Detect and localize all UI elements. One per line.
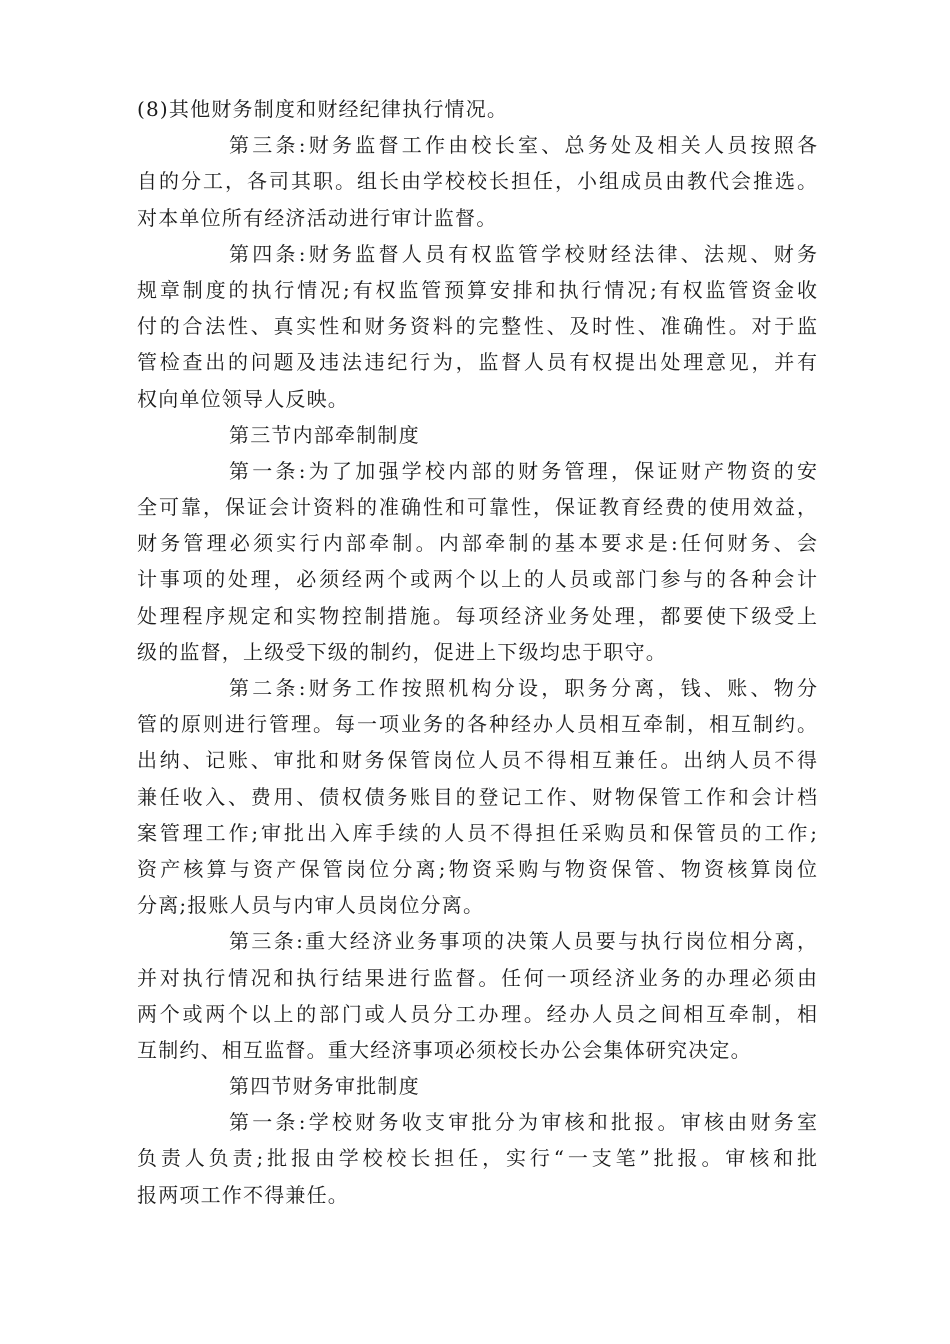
text-line: 财务管理必须实行内部牵制。内部牵制的基本要求是:任何财务、会 <box>137 531 817 556</box>
text-line: 并对执行情况和执行结果进行监督。任何一项经济业务的办理必须由 <box>137 965 817 990</box>
text-line: 规章制度的执行情况;有权监管预算安排和执行情况;有权监管资金收 <box>137 277 817 302</box>
text-line: 全可靠，保证会计资料的准确性和可靠性，保证教育经费的使用效益， <box>137 495 817 520</box>
text-line: 互制约、相互监督。重大经济事项必须校长办公会集体研究决定。 <box>137 1037 752 1062</box>
document-body <box>137 91 817 1213</box>
text-line: 计事项的处理，必须经两个或两个以上的人员或部门参与的各种会计 <box>137 567 817 592</box>
text-line: 付的合法性、真实性和财务资料的完整性、及时性、准确性。对于监 <box>137 314 817 339</box>
text-line: 负责人负责;批报由学校校长担任，实行“一支笔”批报。审核和批 <box>137 1146 817 1171</box>
text-line: 管检查出的问题及违法违纪行为，监督人员有权提出处理意见，并有 <box>137 350 817 375</box>
text-line: 级的监督，上级受下级的制约，促进上下级均忠于职守。 <box>137 639 667 664</box>
text-line: 第三节内部牵制制度 <box>229 422 420 447</box>
text-line: (8)其他财务制度和财经纪律执行情况。 <box>137 97 509 121</box>
text-line: 第二条:财务工作按照机构分设，职务分离，钱、账、物分 <box>229 676 817 700</box>
text-line: 出纳、记账、审批和财务保管岗位人员不得相互兼任。出纳人员不得 <box>137 748 817 773</box>
text-line: 处理程序规定和实物控制措施。每项经济业务处理，都要使下级受上 <box>137 603 817 628</box>
text-line: 权向单位领导人反映。 <box>137 386 349 411</box>
text-line: 资产核算与资产保管岗位分离;物资采购与物资保管、物资核算岗位 <box>137 856 817 881</box>
text-line: 第一条:学校财务收支审批分为审核和批报。审核由财务室 <box>229 1110 817 1135</box>
text-line: 管的原则进行管理。每一项业务的各种经办人员相互牵制，相互制约。 <box>137 712 817 737</box>
text-line: 案管理工作;审批出入库手续的人员不得担任采购员和保管员的工作; <box>137 820 817 845</box>
text-line: 第一条:为了加强学校内部的财务管理，保证财产物资的安 <box>229 458 817 483</box>
text-line: 第三条:重大经济业务事项的决策人员要与执行岗位相分离， <box>229 929 817 954</box>
text-line: 自的分工，各司其职。组长由学校校长担任，小组成员由教代会推选。 <box>137 169 817 194</box>
text-line: 第三条:财务监督工作由校长室、总务处及相关人员按照各 <box>229 133 817 158</box>
text-line: 两个或两个以上的部门或人员分工办理。经办人员之间相互牵制，相 <box>137 1001 817 1026</box>
text-line: 第四条:财务监督人员有权监管学校财经法律、法规、财务 <box>229 241 817 266</box>
text-line: 兼任收入、费用、债权债务账目的登记工作、财物保管工作和会计档 <box>137 784 817 809</box>
text-line: 分离;报账人员与内审人员岗位分离。 <box>137 893 485 918</box>
text-line: 第四节财务审批制度 <box>229 1074 420 1099</box>
text-line: 报两项工作不得兼任。 <box>137 1182 349 1207</box>
text-line: 对本单位所有经济活动进行审计监督。 <box>137 205 498 230</box>
